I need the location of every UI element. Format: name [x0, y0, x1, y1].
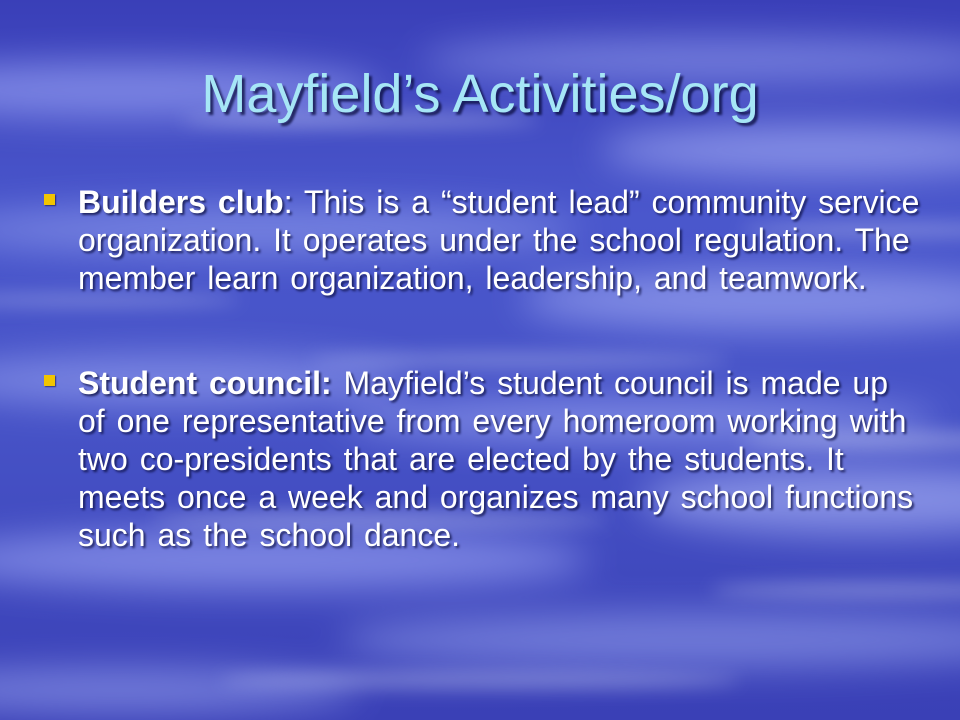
slide-title: Mayfield’s Activities/org — [201, 64, 759, 124]
square-bullet-icon — [44, 375, 55, 386]
bullet-list — [42, 183, 922, 554]
bullet-student-council — [42, 364, 922, 554]
bullet-term: Student council: — [78, 365, 332, 401]
bullet-text: Mayfield’s student council is made up of one representative from every homeroom working with two co-presidents that are elected by the students. It meets once a week and organizes many school functions such as the school dance. — [78, 365, 914, 553]
bullet-term: Builders club — [78, 184, 284, 220]
square-bullet-icon — [44, 194, 55, 205]
bullet-builders-club — [42, 183, 922, 297]
bullet-text: : This is a “student lead” community service organization. It operates under the school regulation. The member learn organization, leadership, and teamwork. — [78, 184, 920, 296]
